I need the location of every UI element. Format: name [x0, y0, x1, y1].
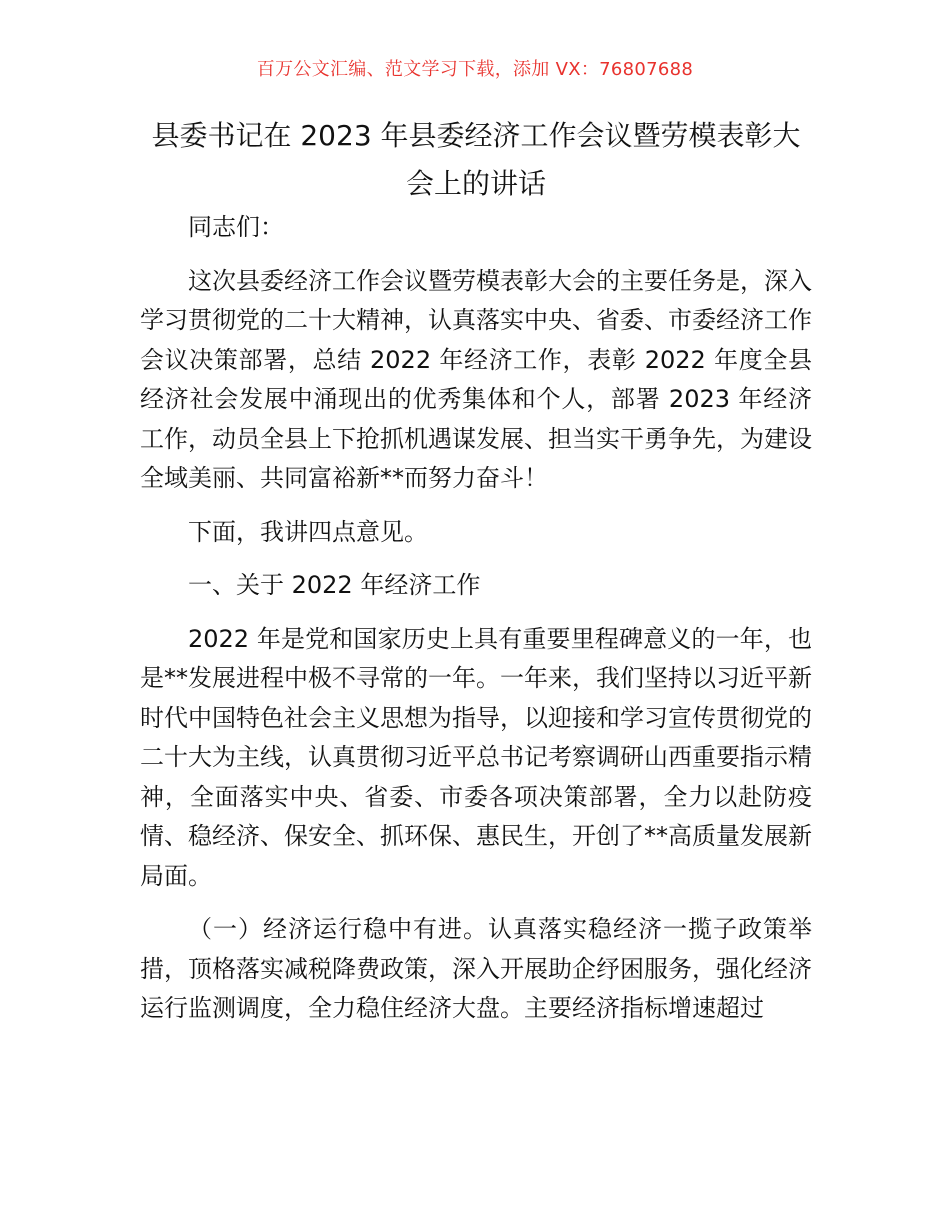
section-heading-1: 一、关于 2022 年经济工作: [188, 571, 481, 599]
paragraph-review-2022: 2022 年是党和国家历史上具有重要里程碑意义的一年，也是**发展进程中极不寻常的一年。一年来，我们坚持以习近平新时代中国特色社会主义思想为指导，以迎接和学习宣传贯彻党的二十大为主线，认真贯彻习近平总书记考察调研山西重要指示精神，全面落实中央、省委、市委各项决策部署，全力以赴防疫情、稳经济、保安全、抓环保、惠民生，开创了**高质量发展新局面。: [140, 624, 812, 890]
document-title: 县委书记在 2023 年县委经济工作会议暨劳模表彰大会上的讲话: [151, 119, 801, 200]
paragraph-outline: 下面，我讲四点意见。: [188, 517, 428, 546]
watermark-banner: 百万公文汇编、范文学习下载，添加 VX：76807688: [256, 59, 694, 80]
paragraph-economy-stable: （一）经济运行稳中有进。认真落实稳经济一揽子政策举措，顶格落实减税降费政策，深入开展助企纾困服务，强化经济运行监测调度，全力稳住经济大盘。主要经济指标增速超过: [140, 915, 812, 1022]
paragraph-intro: 这次县委经济工作会议暨劳模表彰大会的主要任务是，深入学习贯彻党的二十大精神，认真落实中央、省委、市委经济工作会议决策部署，总结 2022 年经济工作，表彰 2022 年度全县经济社会发展中涌现出的优秀集体和个人，部署 2023 年经济工作，动员全县上下抢抓机遇谋发展、担当实干勇争先，为建设全域美丽、共同富裕新**而努力奋斗！: [140, 266, 812, 492]
salutation: 同志们：: [188, 213, 284, 241]
document-body: [140, 208, 812, 1043]
